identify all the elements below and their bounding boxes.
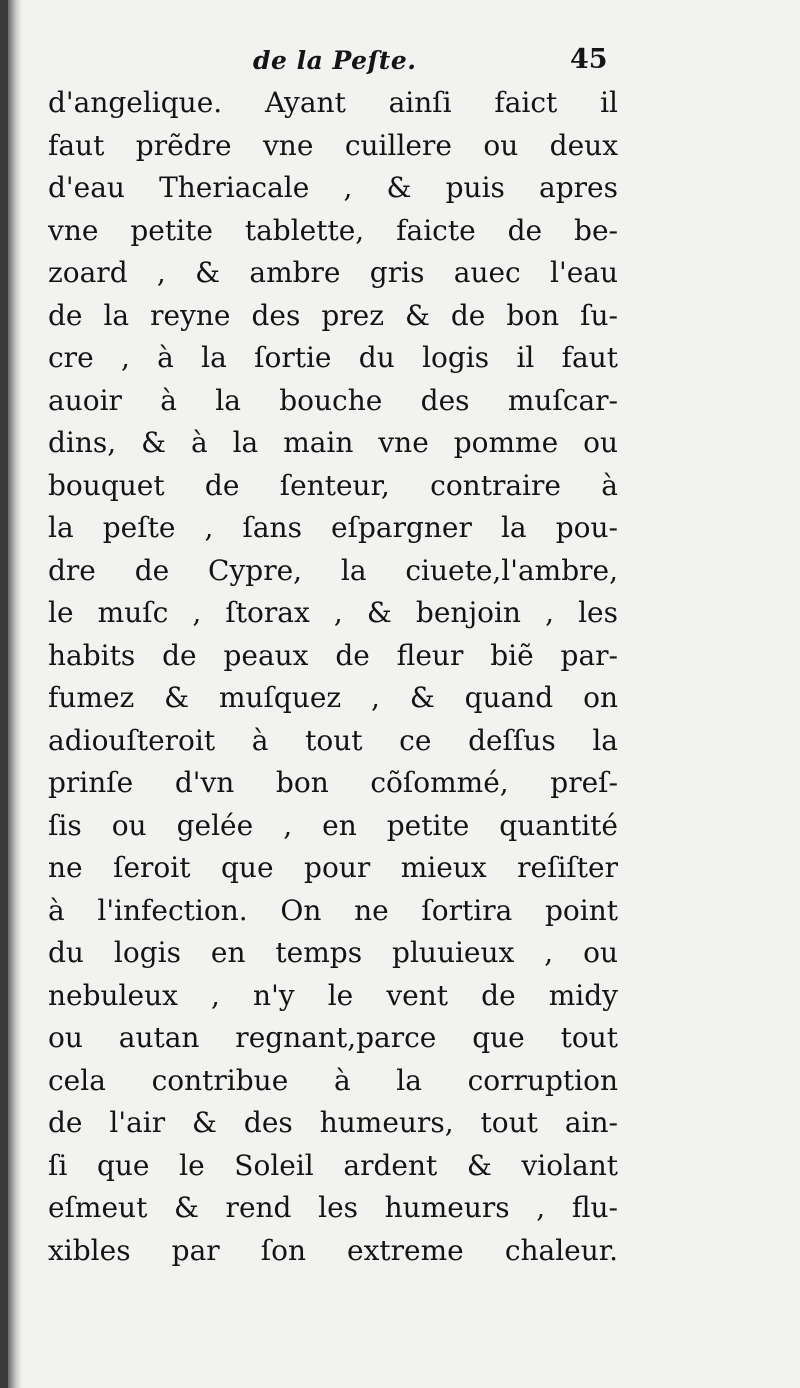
text-line: ne ſeroit que pour mieux reſiſter (48, 851, 618, 884)
text-line: prinſe d'vn bon cõſommé, preſ- (48, 766, 618, 799)
text-line: de la reyne des prez & de bon ſu- (48, 298, 618, 332)
text-line: de l'air & des humeurs, tout ain- (48, 1106, 618, 1139)
page-number: 45 (570, 44, 608, 75)
text-line: d'eau Theriacale , & puis apres (48, 171, 618, 204)
text-line: xibles par ſon extreme chaleur. (48, 1233, 618, 1267)
running-head-title: de la Peſte. (253, 46, 417, 75)
text-line: nebuleux , n'y le vent de midy (48, 978, 618, 1012)
text-line: ſi que le Soleil ardent & violant (48, 1148, 618, 1182)
text-line: ſis ou gelée , en petite quantité (48, 808, 618, 842)
text-line: à l'infection. On ne ſortira point (48, 893, 618, 927)
text-line: du logis en temps pluuieux , ou (48, 936, 618, 969)
text-line: zoard , & ambre gris auec l'eau (48, 256, 618, 289)
book-page (8, 0, 800, 1388)
text-line: habits de peaux de fleur biẽ par- (48, 638, 618, 672)
text-line: d'angelique. Ayant ainſi faict il (48, 86, 618, 119)
running-head (48, 40, 608, 88)
text-line: adiouſteroit à tout ce deſſus la (48, 723, 618, 757)
text-line: bouquet de ſenteur, contraire à (48, 468, 618, 502)
text-line: cela contribue à la corruption (48, 1063, 618, 1097)
text-line: vne petite tablette, faicte de be- (48, 213, 618, 247)
text-line: eſmeut & rend les humeurs , flu- (48, 1191, 618, 1224)
text-line: fumez & muſquez , & quand on (48, 681, 618, 714)
text-line: ou autan regnant,parce que tout (48, 1021, 618, 1054)
text-line: dre de Cypre, la ciuete,l'ambre, (48, 553, 618, 587)
text-line: le muſc , ſtorax , & benjoin , les (48, 596, 618, 629)
page-gutter-shadow (8, 0, 22, 1388)
text-line: faut prẽdre vne cuillere ou deux (48, 128, 618, 162)
text-line: dins, & à la main vne pomme ou (48, 426, 618, 459)
text-line: cre , à la ſortie du logis il faut (48, 341, 618, 374)
body-text (48, 82, 628, 1272)
text-line: auoir à la bouche des muſcar- (48, 383, 618, 417)
text-line: la peſte , ſans eſpargner la pou- (48, 511, 618, 544)
